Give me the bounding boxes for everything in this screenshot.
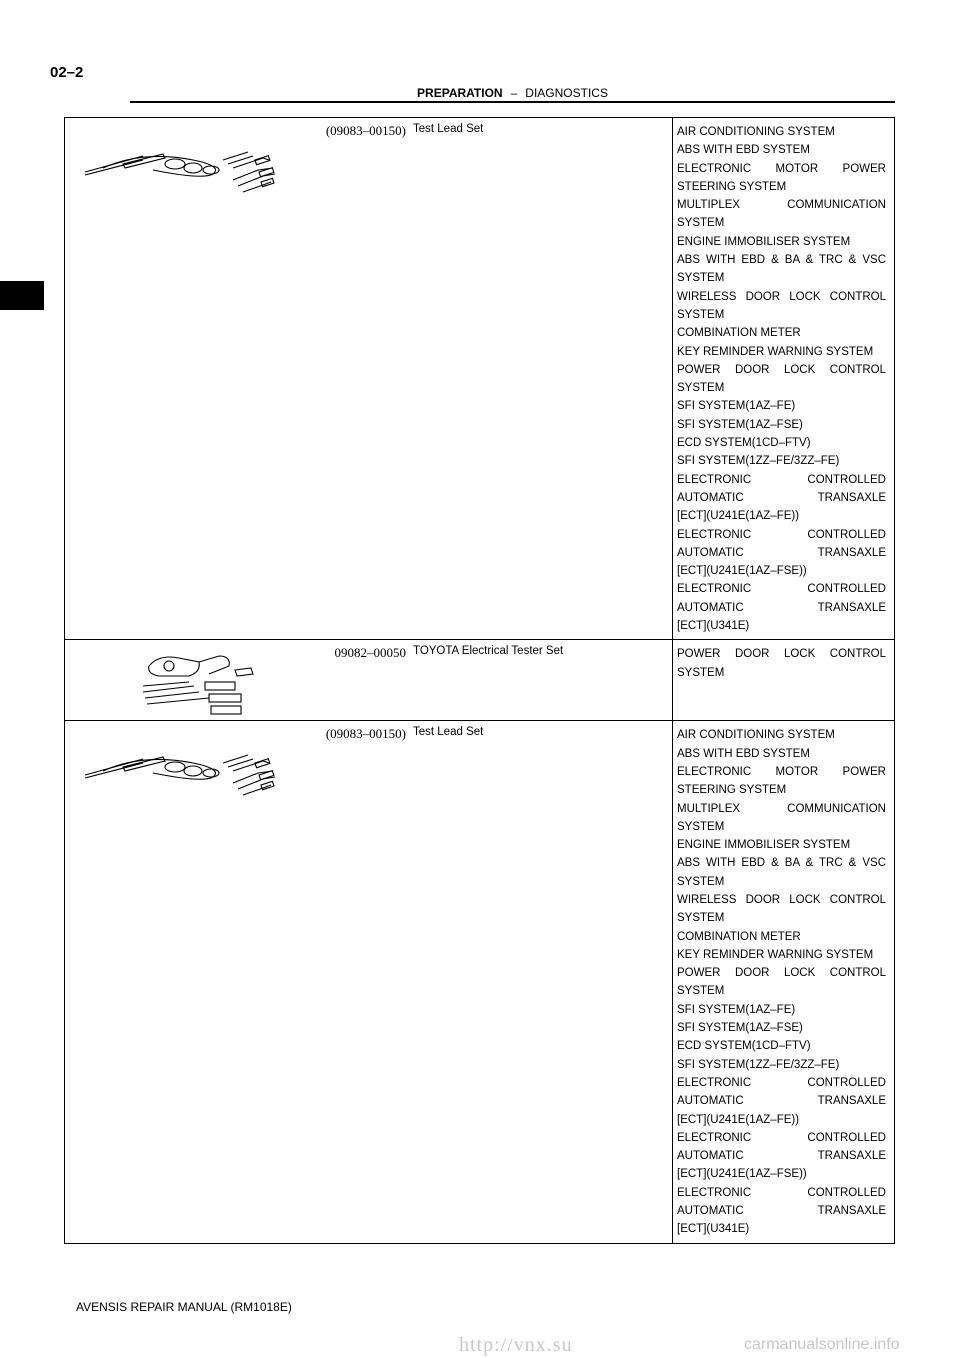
section-title: PREPARATION — [417, 86, 503, 100]
system-item: SYSTEM — [677, 272, 725, 285]
system-item: [ECT](U341E) — [677, 620, 750, 633]
tool-illustration-cell — [65, 118, 411, 640]
system-item: SFI SYSTEM(1ZZ–FE/3ZZ–FE) — [677, 1058, 840, 1071]
system-list — [673, 118, 894, 639]
tool-illustration-cell — [65, 640, 411, 721]
system-item: AUTOMATIC TRANSAXLE — [677, 546, 886, 559]
system-item: SYSTEM — [677, 985, 725, 998]
system-item: AIR CONDITIONING SYSTEM — [677, 729, 835, 742]
system-list — [673, 721, 894, 1242]
system-item: ABS WITH EBD SYSTEM — [677, 747, 810, 760]
system-item: ELECTRONIC CONTROLLED — [677, 1131, 886, 1144]
system-item: ABS WITH EBD & BA & TRC & VSC — [677, 254, 886, 267]
system-item: ELECTRONIC CONTROLLED — [677, 583, 886, 596]
system-item: SFI SYSTEM(1AZ–FE) — [677, 400, 796, 413]
tool-name-cell — [410, 721, 673, 1243]
applicable-systems-cell — [673, 721, 895, 1243]
system-item: ELECTRONIC MOTOR POWER — [677, 765, 886, 778]
system-item: SYSTEM — [677, 308, 725, 321]
system-item: KEY REMINDER WARNING SYSTEM — [677, 948, 874, 961]
tool-name-cell — [410, 118, 673, 640]
tool-name-cell — [410, 640, 673, 721]
system-item: STEERING SYSTEM — [677, 180, 787, 193]
applicable-systems-cell — [673, 118, 895, 640]
system-item: POWER DOOR LOCK CONTROL — [677, 967, 886, 980]
system-item: STEERING SYSTEM — [677, 784, 787, 797]
system-item: WIRELESS DOOR LOCK CONTROL — [677, 290, 886, 303]
electrical-tester-set-icon — [139, 646, 259, 723]
system-item: SYSTEM — [677, 666, 725, 679]
part-number: (09083–00150) — [325, 123, 406, 138]
header-separator: – — [510, 86, 518, 100]
system-item: SFI SYSTEM(1AZ–FSE) — [677, 1022, 803, 1035]
tool-row — [65, 640, 895, 721]
tools-table — [64, 117, 895, 1244]
system-item: ELECTRONIC CONTROLLED — [677, 473, 886, 486]
system-item: ELECTRONIC CONTROLLED — [677, 1076, 886, 1089]
tool-illustration-cell — [65, 721, 411, 1243]
system-item: ELECTRONIC MOTOR POWER — [677, 162, 886, 175]
system-item: WIRELESS DOOR LOCK CONTROL — [677, 893, 886, 906]
system-item: AUTOMATIC TRANSAXLE — [677, 1150, 886, 1163]
system-item: ECD SYSTEM(1CD–FTV) — [677, 437, 811, 450]
page-number: 02–2 — [50, 64, 84, 81]
system-item: AUTOMATIC TRANSAXLE — [677, 1095, 886, 1108]
watermark-site: carmanualsonline.info — [744, 1336, 900, 1353]
system-item: SFI SYSTEM(1AZ–FSE) — [677, 418, 803, 431]
system-item: MULTIPLEX COMMUNICATION — [677, 802, 886, 815]
test-lead-set-icon — [83, 733, 283, 808]
system-item: ABS WITH EBD SYSTEM — [677, 144, 810, 157]
page-header — [130, 86, 895, 103]
system-item: AUTOMATIC TRANSAXLE — [677, 491, 886, 504]
system-item: AUTOMATIC TRANSAXLE — [677, 1205, 886, 1218]
section-tab-marker — [0, 281, 44, 310]
part-number: (09083–00150) — [325, 726, 406, 742]
system-item: ENGINE IMMOBILISER SYSTEM — [677, 235, 851, 248]
system-item: ELECTRONIC CONTROLLED — [677, 528, 886, 541]
system-item: ELECTRONIC CONTROLLED — [677, 1186, 886, 1199]
system-item: ECD SYSTEM(1CD–FTV) — [677, 1040, 811, 1053]
system-item: AUTOMATIC TRANSAXLE — [677, 601, 886, 614]
system-item: COMBINATION METER — [677, 930, 801, 943]
manual-footer: AVENSIS REPAIR MANUAL (RM1018E) — [76, 1300, 292, 1314]
system-item: AIR CONDITIONING SYSTEM — [677, 126, 835, 138]
system-item: [ECT](U241E(1AZ–FE)) — [677, 1113, 800, 1126]
watermark-link[interactable]: http://vnx.su — [459, 1334, 573, 1356]
system-item: SYSTEM — [677, 382, 725, 395]
system-item: [ECT](U241E(1AZ–FSE)) — [677, 1168, 807, 1181]
system-item: SYSTEM — [677, 875, 725, 888]
system-item: KEY REMINDER WARNING SYSTEM — [677, 345, 874, 358]
system-item: ABS WITH EBD & BA & TRC & VSC — [677, 857, 886, 870]
tool-name: Test Lead Set — [413, 726, 484, 739]
test-lead-set-icon — [83, 130, 283, 205]
part-number: 09082–00050 — [334, 645, 406, 661]
system-item: SYSTEM — [677, 912, 725, 925]
system-item: COMBINATION METER — [677, 327, 801, 340]
system-item: [ECT](U341E) — [677, 1223, 750, 1236]
subsection-title: DIAGNOSTICS — [525, 86, 608, 100]
system-item: ENGINE IMMOBILISER SYSTEM — [677, 839, 851, 852]
system-item: POWER DOOR LOCK CONTROL — [677, 363, 886, 376]
applicable-systems-cell — [673, 640, 895, 721]
system-item: SYSTEM — [677, 820, 725, 833]
tool-row — [65, 118, 895, 640]
system-item: POWER DOOR LOCK CONTROL — [677, 648, 886, 661]
system-list — [673, 640, 894, 686]
system-item: [ECT](U241E(1AZ–FE)) — [677, 510, 800, 523]
tool-name: Test Lead Set — [413, 123, 484, 135]
system-item: SYSTEM — [677, 217, 725, 230]
tool-row — [65, 721, 895, 1243]
system-item: SFI SYSTEM(1ZZ–FE/3ZZ–FE) — [677, 455, 840, 468]
system-item: MULTIPLEX COMMUNICATION — [677, 199, 886, 212]
system-item: SFI SYSTEM(1AZ–FE) — [677, 1003, 796, 1016]
tool-name: TOYOTA Electrical Tester Set — [413, 645, 564, 658]
system-item: [ECT](U241E(1AZ–FSE)) — [677, 565, 807, 578]
